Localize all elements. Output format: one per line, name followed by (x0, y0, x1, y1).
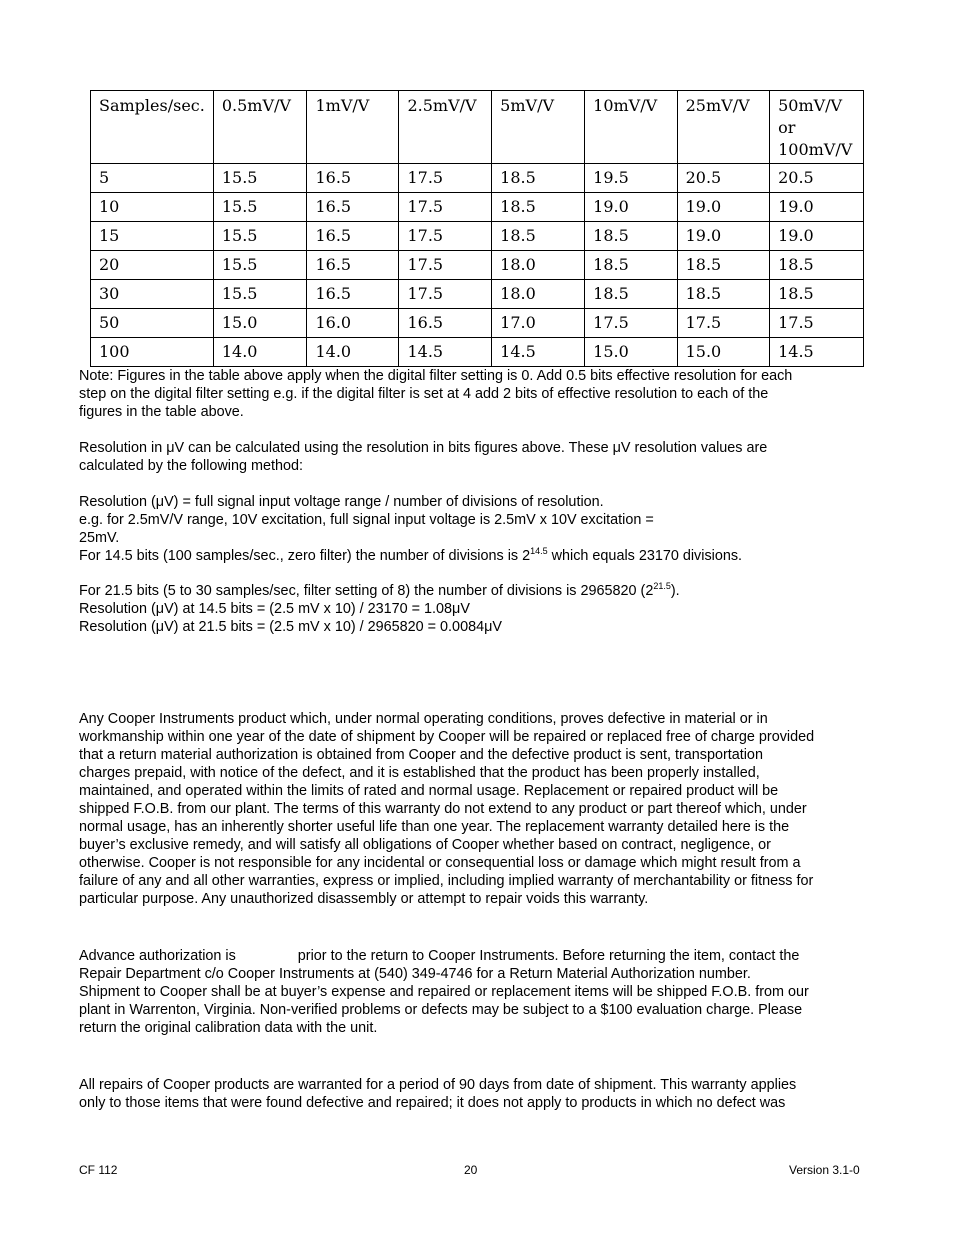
warranty-line: failure of any and all other warranties, express or implied, including implied warranty of merchantability or fitness for (79, 873, 814, 889)
note-line: step on the digital filter setting e.g. if the digital filter is set at 4 add 2 bits of effective resolution to each of the (79, 386, 769, 402)
intro-line: Resolution in μV can be calculated using the resolution in bits figures above. These μV resolution values are (79, 440, 768, 456)
note-line: figures in the table above. (79, 404, 244, 420)
bits-cell: 18.5 (585, 251, 677, 280)
bits-cell: 18.5 (677, 251, 769, 280)
bits-cell: 16.5 (307, 222, 399, 251)
bits-cell: 17.5 (399, 251, 492, 280)
bits-cell: 17.0 (492, 309, 585, 338)
table-row (91, 193, 864, 222)
bits-cell: 19.0 (677, 193, 769, 222)
calc-line: Resolution (μV) at 14.5 bits = (2.5 mV x 10) / 23170 = 1.08μV (79, 601, 470, 617)
table-row (91, 164, 864, 193)
exponent: 21.5 (653, 581, 671, 591)
method-line: 25mV. (79, 530, 120, 546)
resolution-intro (79, 439, 879, 475)
bits-cell: 15.5 (213, 193, 307, 222)
bits-cell: 18.5 (677, 280, 769, 309)
resolution-calculation (79, 582, 879, 636)
returns-line: Shipment to Cooper shall be at buyer’s expense and repaired or replacement items will be shipped F.O.B. from our (79, 984, 809, 1000)
warranty-line: buyer’s exclusive remedy, and will satisfy all obligations of Cooper whether based on contract, negligence, or (79, 837, 771, 853)
bits-cell: 14.0 (213, 338, 307, 367)
bits-cell: 16.5 (307, 280, 399, 309)
bits-cell: 17.5 (399, 222, 492, 251)
bits-cell: 15.5 (213, 222, 307, 251)
table-row (91, 338, 864, 367)
bits-cell: 17.5 (399, 280, 492, 309)
calc-line: Resolution (μV) at 21.5 bits = (2.5 mV x 10) / 2965820 = 0.0084μV (79, 619, 502, 635)
returns-paragraph (79, 947, 879, 1037)
method-text: which equals 23170 divisions. (547, 548, 743, 564)
resolution-table (90, 90, 864, 367)
samples-cell: 15 (91, 222, 214, 251)
bits-cell: 15.5 (213, 164, 307, 193)
bits-cell: 16.5 (307, 251, 399, 280)
bits-cell: 15.0 (677, 338, 769, 367)
header-line: 100mV/V (778, 140, 853, 159)
bits-cell: 14.5 (399, 338, 492, 367)
table-note (79, 367, 879, 421)
intro-line: calculated by the following method: (79, 458, 303, 474)
bits-cell: 19.5 (585, 164, 677, 193)
footer-version: Version 3.1-0 (789, 1163, 860, 1177)
bits-cell: 15.5 (213, 280, 307, 309)
bits-cell: 14.5 (492, 338, 585, 367)
bits-cell: 14.5 (770, 338, 864, 367)
returns-line: Repair Department c/o Cooper Instruments at (540) 349-4746 for a Return Material Authorization number. (79, 966, 751, 982)
returns-text: Advance authorization is (79, 948, 236, 964)
method-line (79, 547, 879, 565)
bits-cell: 18.5 (770, 251, 864, 280)
calc-line (79, 582, 879, 600)
bits-cell: 18.5 (770, 280, 864, 309)
bits-cell: 15.0 (213, 309, 307, 338)
bits-cell: 18.5 (492, 222, 585, 251)
calc-text: For 21.5 bits (5 to 30 samples/sec, filter setting of 8) the number of divisions is 2965820 (2 (79, 583, 654, 599)
bits-cell: 16.5 (307, 193, 399, 222)
bits-cell: 17.5 (770, 309, 864, 338)
bits-cell: 15.5 (213, 251, 307, 280)
bits-cell: 18.5 (585, 222, 677, 251)
bits-cell: 17.5 (399, 164, 492, 193)
samples-cell: 30 (91, 280, 214, 309)
bits-cell: 18.5 (492, 164, 585, 193)
bits-cell: 16.5 (399, 309, 492, 338)
table-row (91, 309, 864, 338)
bits-cell: 19.0 (677, 222, 769, 251)
footer-doc-id: CF 112 (79, 1163, 118, 1177)
returns-text: prior to the return to Cooper Instruments. Before returning the item, contact the (297, 948, 800, 964)
warranty-line: Any Cooper Instruments product which, under normal operating conditions, proves defective in material or in (79, 711, 768, 727)
warranty-line: maintained, and operated within the limits of rated and normal usage. Replacement or repaired product will be (79, 783, 779, 799)
table-header-cell: 25mV/V (677, 91, 769, 164)
samples-cell: 100 (91, 338, 214, 367)
returns-line: plant in Warrenton, Virginia. Non-verified problems or defects may be subject to a $100 evaluation charge. Please (79, 1002, 803, 1018)
bits-cell: 18.0 (492, 251, 585, 280)
warranty-paragraph (79, 710, 879, 908)
bits-cell: 20.5 (770, 164, 864, 193)
resolution-method (79, 493, 879, 565)
table-header-row (91, 91, 864, 164)
method-line: Resolution (μV) = full signal input voltage range / number of divisions of resolution. (79, 494, 604, 510)
warranty-line: otherwise. Cooper is not responsible for any incidental or consequential loss or damage which might result from a (79, 855, 801, 871)
returns-line (79, 947, 879, 965)
bits-cell: 17.5 (585, 309, 677, 338)
returns-line: return the original calibration data with the unit. (79, 1020, 378, 1036)
table-header-cell: 1mV/V (307, 91, 399, 164)
warranty-line: workmanship within one year of the date of shipment by Cooper will be repaired or replaced free of charge provided (79, 729, 815, 745)
header-line: 50mV/V (778, 96, 843, 115)
samples-cell: 50 (91, 309, 214, 338)
bits-cell: 19.0 (770, 193, 864, 222)
samples-cell: 10 (91, 193, 214, 222)
table-header-cell: 2.5mV/V (399, 91, 492, 164)
bits-cell: 17.5 (399, 193, 492, 222)
table-header-cell: 10mV/V (585, 91, 677, 164)
bits-cell: 19.0 (770, 222, 864, 251)
bits-cell: 18.5 (585, 280, 677, 309)
method-text: For 14.5 bits (100 samples/sec., zero filter) the number of divisions is 2 (79, 548, 531, 564)
repair-line: All repairs of Cooper products are warranted for a period of 90 days from date of shipment. This warranty applies (79, 1077, 797, 1093)
repair-warranty-paragraph (79, 1076, 879, 1112)
repair-line: only to those items that were found defective and repaired; it does not apply to products in which no defect was (79, 1095, 786, 1111)
calc-text: ). (670, 583, 680, 599)
footer-page-number: 20 (464, 1163, 478, 1177)
bits-cell: 18.5 (492, 193, 585, 222)
bits-cell: 16.5 (307, 164, 399, 193)
table-row (91, 251, 864, 280)
samples-cell: 20 (91, 251, 214, 280)
warranty-line: charges prepaid, with notice of the defect, and it is established that the product has been properly installed, (79, 765, 760, 781)
exponent: 14.5 (530, 546, 548, 556)
table-row (91, 280, 864, 309)
bits-cell: 15.0 (585, 338, 677, 367)
method-line: e.g. for 2.5mV/V range, 10V excitation, full signal input voltage is 2.5mV x 10V excitation = (79, 512, 654, 528)
bits-cell: 18.0 (492, 280, 585, 309)
warranty-line: shipped F.O.B. from our plant. The terms of this warranty do not extend to any product or part thereof which, under (79, 801, 807, 817)
bits-cell: 16.0 (307, 309, 399, 338)
table-header-cell: Samples/sec. (91, 91, 214, 164)
table-row (91, 222, 864, 251)
table-body (91, 164, 864, 367)
bits-cell: 20.5 (677, 164, 769, 193)
table-header-cell: 5mV/V (492, 91, 585, 164)
table-header-cell: 0.5mV/V (213, 91, 307, 164)
warranty-line: that a return material authorization is obtained from Cooper and the defective product is sent, transportation (79, 747, 763, 763)
header-line: or (778, 118, 796, 137)
note-line: Note: Figures in the table above apply when the digital filter setting is 0. Add 0.5 bits effective resolution for each (79, 368, 793, 384)
bits-cell: 14.0 (307, 338, 399, 367)
warranty-line: normal usage, has an inherently shorter useful life than one year. The replacement warranty detailed here is the (79, 819, 790, 835)
warranty-line: particular purpose. Any unauthorized disassembly or attempt to repair voids this warranty. (79, 891, 649, 907)
samples-cell: 5 (91, 164, 214, 193)
table-header-cell-multiline (770, 91, 864, 164)
bits-cell: 17.5 (677, 309, 769, 338)
bits-cell: 19.0 (585, 193, 677, 222)
